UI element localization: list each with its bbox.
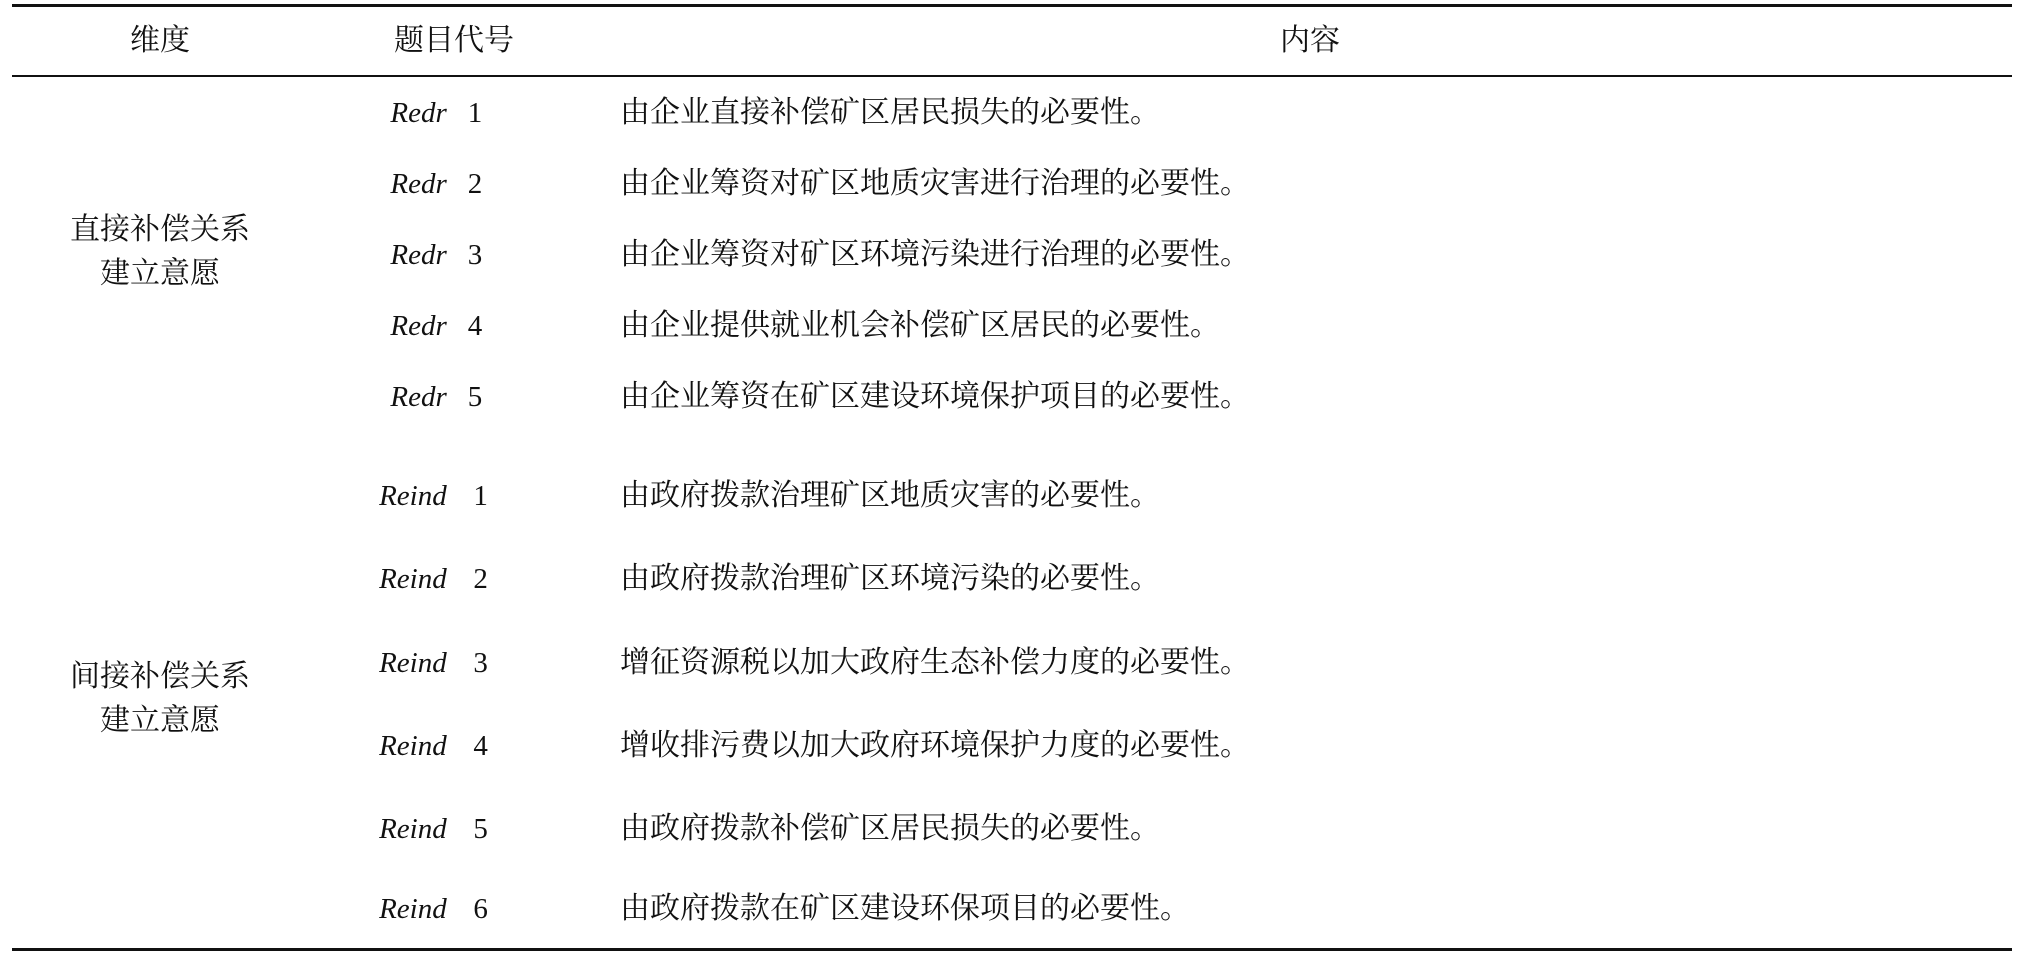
header-rule xyxy=(12,75,2012,77)
item-content: 增收排污费以加大政府环境保护力度的必要性。 xyxy=(620,728,1250,763)
table-row: Reind 3 增征资源税以加大政府生态补偿力度的必要性。 xyxy=(0,643,2026,683)
item-content: 由政府拨款补偿矿区居民损失的必要性。 xyxy=(620,811,1160,846)
table-row: Redr 3 由企业筹资对矿区环境污染进行治理的必要性。 xyxy=(0,235,2026,275)
item-content: 由企业筹资对矿区地质灾害进行治理的必要性。 xyxy=(620,166,1250,201)
item-content: 由政府拨款治理矿区环境污染的必要性。 xyxy=(620,561,1160,596)
table-row: Redr 1 由企业直接补偿矿区居民损失的必要性。 xyxy=(0,93,2026,133)
table-row: Reind 2 由政府拨款治理矿区环境污染的必要性。 xyxy=(0,559,2026,599)
item-content: 由企业筹资对矿区环境污染进行治理的必要性。 xyxy=(620,237,1250,272)
table-row: Reind 5 由政府拨款补偿矿区居民损失的必要性。 xyxy=(0,809,2026,849)
item-content: 增征资源税以加大政府生态补偿力度的必要性。 xyxy=(620,645,1250,680)
item-content: 由企业提供就业机会补偿矿区居民的必要性。 xyxy=(620,308,1220,343)
table-row: Redr 2 由企业筹资对矿区地质灾害进行治理的必要性。 xyxy=(0,164,2026,204)
table-row: Reind 6 由政府拨款在矿区建设环保项目的必要性。 xyxy=(0,889,2026,929)
table-bottom-rule xyxy=(12,948,2012,951)
table-row: Redr 4 由企业提供就业机会补偿矿区居民的必要性。 xyxy=(0,306,2026,346)
table-row: Reind 1 由政府拨款治理矿区地质灾害的必要性。 xyxy=(0,476,2026,516)
item-content: 由企业筹资在矿区建设环境保护项目的必要性。 xyxy=(620,379,1250,414)
item-content: 由政府拨款治理矿区地质灾害的必要性。 xyxy=(620,478,1160,513)
item-content: 由政府拨款在矿区建设环保项目的必要性。 xyxy=(620,891,1190,926)
table-row: Redr 5 由企业筹资在矿区建设环境保护项目的必要性。 xyxy=(0,377,2026,417)
item-content: 由企业直接补偿矿区居民损失的必要性。 xyxy=(620,95,1160,130)
table-top-rule xyxy=(12,4,2012,7)
table-row: Reind 4 增收排污费以加大政府环境保护力度的必要性。 xyxy=(0,726,2026,766)
